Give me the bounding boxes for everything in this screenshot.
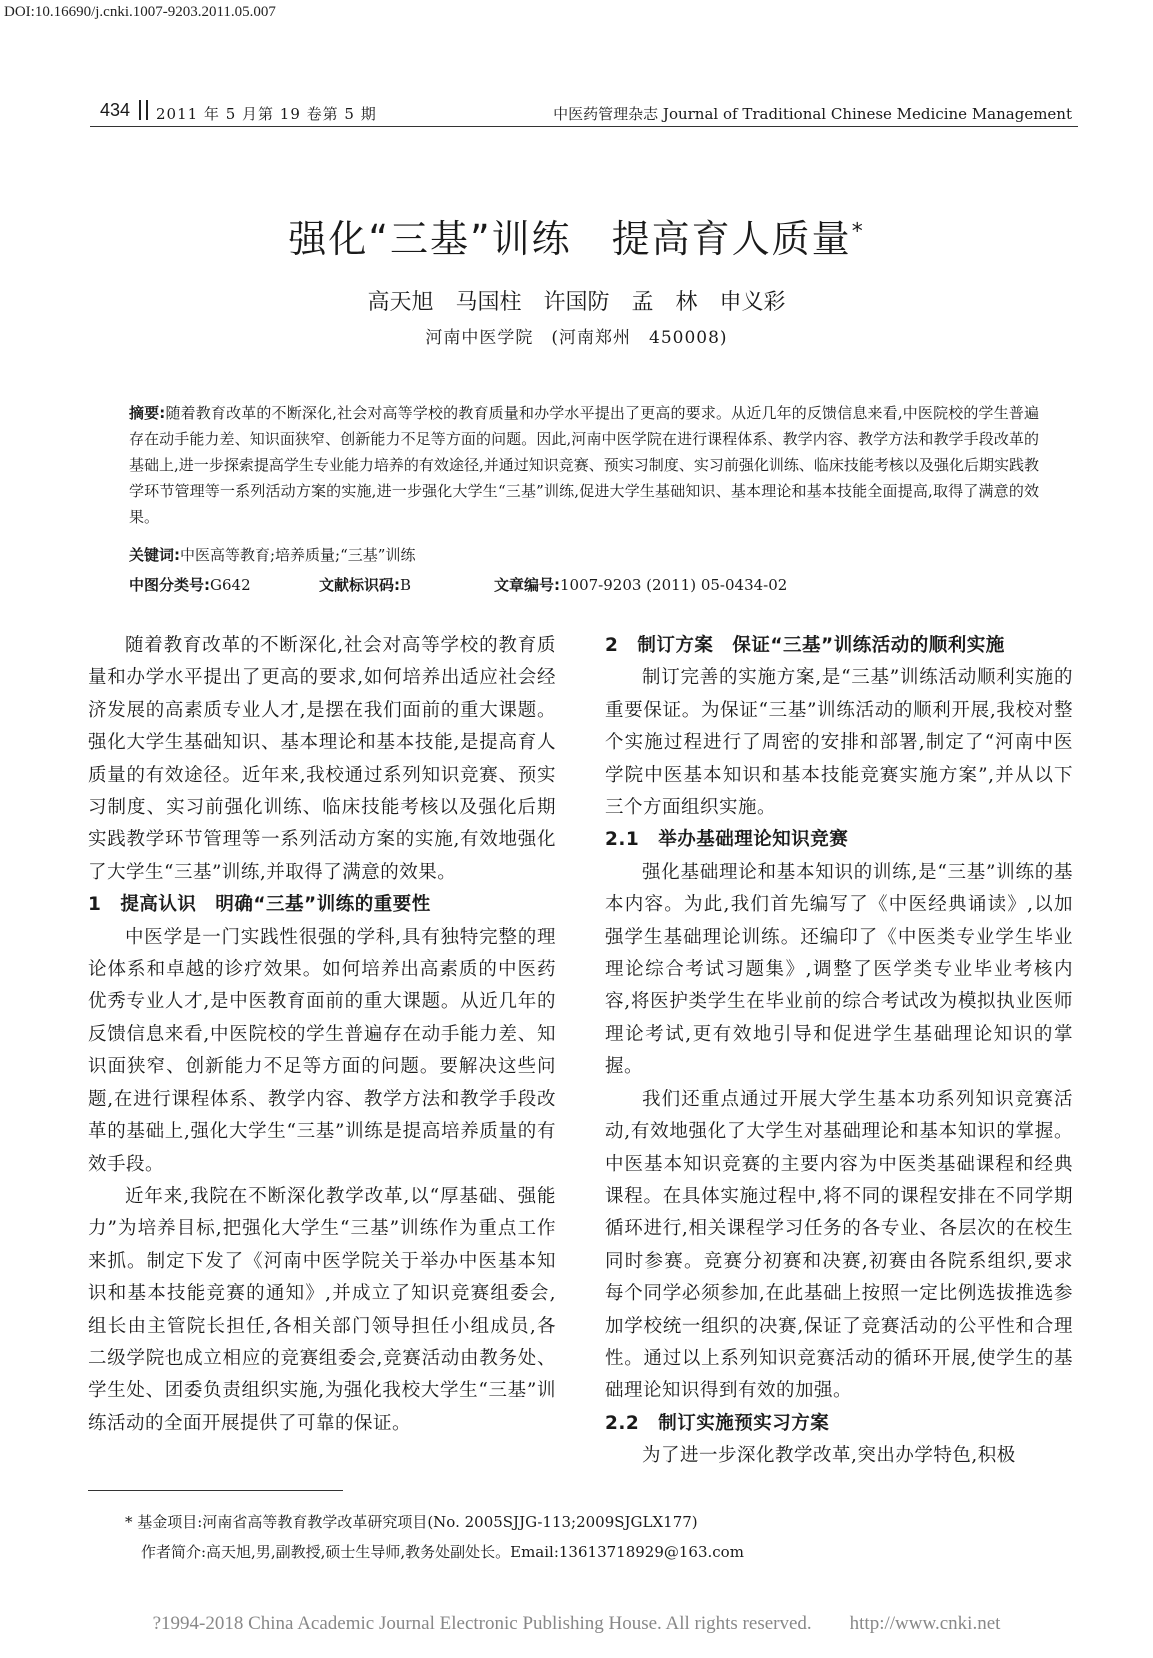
body-paragraph: 我们还重点通过开展大学生基本功系列知识竞赛活动,有效地强化了大学生对基础理论和基本知识的掌握。中医基本知识竞赛的主要内容为中医类基础课程和经典课程。在具体实施过程中,将不同的课程安排在不同学期循环进行,相关课程学习任务的各专业、各层次的在校生同时参赛。竞赛分初赛和决赛,初赛由各院系组织,要求每个同学必须参加,在此基础上按照一定比例选拔推选参加学校统一组织的决赛,保证了竞赛活动的公平性和合理性。通过以上系列知识竞赛活动的循环开展,使学生的基础理论知识得到有效的加强。 xyxy=(605,1088,1073,1402)
section-heading-1: 1 提高认识 明确“三基”训练的重要性 xyxy=(88,894,431,916)
journal-name: 中医药管理杂志 Journal of Traditional Chinese Medicine Management xyxy=(553,105,1072,123)
title-text: 强化“三基”训练 提高育人质量 xyxy=(288,217,852,261)
keywords-text: 中医高等教育;培养质量;“三基”训练 xyxy=(180,546,416,564)
doc-value: B xyxy=(400,576,412,594)
left-column xyxy=(88,630,556,1440)
doc-label: 文献标识码: xyxy=(319,576,400,594)
abstract-text: 随着教育改革的不断深化,社会对高等学校的教育质量和办学水平提出了更高的要求。从近几年的反馈信息来看,中医院校的学生普遍存在动手能力差、知识面狭窄、创新能力不足等方面的问题。因此,河南中医学院在进行课程体系、教学内容、教学方法和教学手段改革的基础上,进一步探索提高学生专业能力培养的有效途径,并通过知识竞赛、预实习制度、实习前强化训练、临床技能考核以及强化后期实践教学环节管理等一系列活动方案的实施,进一步强化大学生“三基”训练,促进大学生基础知识、基本理论和基本技能全面提高,取得了满意的效果。 xyxy=(129,404,1039,526)
body-paragraph: 为了进一步深化教学改革,突出办学特色,积极 xyxy=(642,1445,1016,1467)
right-column xyxy=(605,630,1073,1473)
keywords xyxy=(129,544,415,565)
copyright-footer: ?1994-2018 China Academic Journal Electronic Publishing House. All rights reserved. http://www.cnki.net xyxy=(152,1613,1001,1634)
body-paragraph: 中医学是一门实践性很强的学科,具有独特完整的理论体系和卓越的诊疗效果。如何培养出高素质的中医药优秀专业人才,是中医教育面前的重大课题。从近几年的反馈信息来看,中医院校的学生普遍存在动手能力差、知识面狭窄、创新能力不足等方面的问题。要解决这些问题,在进行课程体系、教学内容、教学方法和教学手段改革的基础上,强化大学生“三基”训练是提高培养质量的有效手段。 xyxy=(88,926,556,1175)
subsection-heading-2-1: 2.1 举办基础理论知识竞赛 xyxy=(605,829,849,851)
article-title xyxy=(0,208,1153,263)
keywords-label: 关键词: xyxy=(129,546,180,564)
footnotes xyxy=(125,1507,744,1567)
subsection-heading-2-2: 2.2 制订实施预实习方案 xyxy=(605,1412,830,1434)
body-paragraph: 近年来,我院在不断深化教学改革,以“厚基础、强能力”为培养目标,把强化大学生“三基”训练作为重点工作来抓。制定下发了《河南中医学院关于举办中医基本知识和基本技能竞赛的通知》,并成立了知识竞赛组委会,组长由主管院长担任,各相关部门领导担任小组成员,各二级学院也成立相应的竞赛组委会,竞赛活动由教务处、学生处、团委负责组织实施,为强化我校大学生“三基”训练活动的全面开展提供了可靠的保证。 xyxy=(88,1185,556,1434)
author-list: 高天旭 马国柱 许国防 孟 林 申义彩 xyxy=(367,290,786,315)
body-paragraph: 制订完善的实施方案,是“三基”训练活动顺利实施的重要保证。为保证“三基”训练活动的顺利开展,我校对整个实施过程进行了周密的安排和部署,制定了“河南中医学院中医基本知识和基本技能竞赛实施方案”,并从以下三个方面组织实施。 xyxy=(605,667,1073,819)
running-header xyxy=(90,100,1078,127)
abstract xyxy=(129,400,1039,530)
article-number xyxy=(494,574,787,595)
issue-info: 2011 年 5 月第 19 卷第 5 期 xyxy=(156,105,377,123)
clc-label: 中图分类号: xyxy=(129,576,210,594)
title-footnote-mark: * xyxy=(851,219,865,245)
body-paragraph: 随着教育改革的不断深化,社会对高等学校的教育质量和办学水平提出了更高的要求,如何培养出适应社会经济发展的高素质专业人才,是摆在我们面前的重大课题。强化大学生基础知识、基本理论和基本技能,是提高育人质量的有效途径。近年来,我校通过系列知识竞赛、预实习制度、实习前强化训练、临床技能考核以及强化后期实践教学环节管理等一系列活动方案的实施,有效地强化了大学生“三基”训练,并取得了满意的效果。 xyxy=(88,635,556,883)
fund-note: * 基金项目:河南省高等教育教学改革研究项目(No. 2005SJJG-113;2009SJGLX177) xyxy=(125,1513,698,1531)
body-paragraph: 强化基础理论和基本知识的训练,是“三基”训练的基本内容。为此,我们首先编写了《中医经典诵读》,以加强学生基础理论训练。还编印了《中医类专业学生毕业理论综合考试习题集》,调整了医学类专业毕业考核内容,将医护类学生在毕业前的综合考试改为模拟执业医师理论考试,更有效地引导和促进学生基础理论知识的掌握。 xyxy=(605,861,1073,1078)
clc-number xyxy=(129,574,251,595)
article-label: 文章编号: xyxy=(494,576,560,594)
abstract-label: 摘要: xyxy=(129,404,166,422)
author-note: 作者简介:高天旭,男,副教授,硕士生导师,教务处副处长。Email:13613718929@163.com xyxy=(141,1543,744,1561)
section-heading-2: 2 制订方案 保证“三基”训练活动的顺利实施 xyxy=(605,635,1005,656)
header-divider xyxy=(139,100,148,120)
page-number: 434 xyxy=(100,100,131,120)
footnote-rule xyxy=(88,1490,343,1491)
article-value: 1007-9203 (2011) 05-0434-02 xyxy=(560,576,788,594)
document-code xyxy=(319,574,411,595)
affiliation: 河南中医学院 (河南郑州 450008) xyxy=(425,328,728,348)
doi-line: DOI:10.16690/j.cnki.1007-9203.2011.05.007 xyxy=(4,4,276,20)
clc-value: G642 xyxy=(210,576,251,594)
